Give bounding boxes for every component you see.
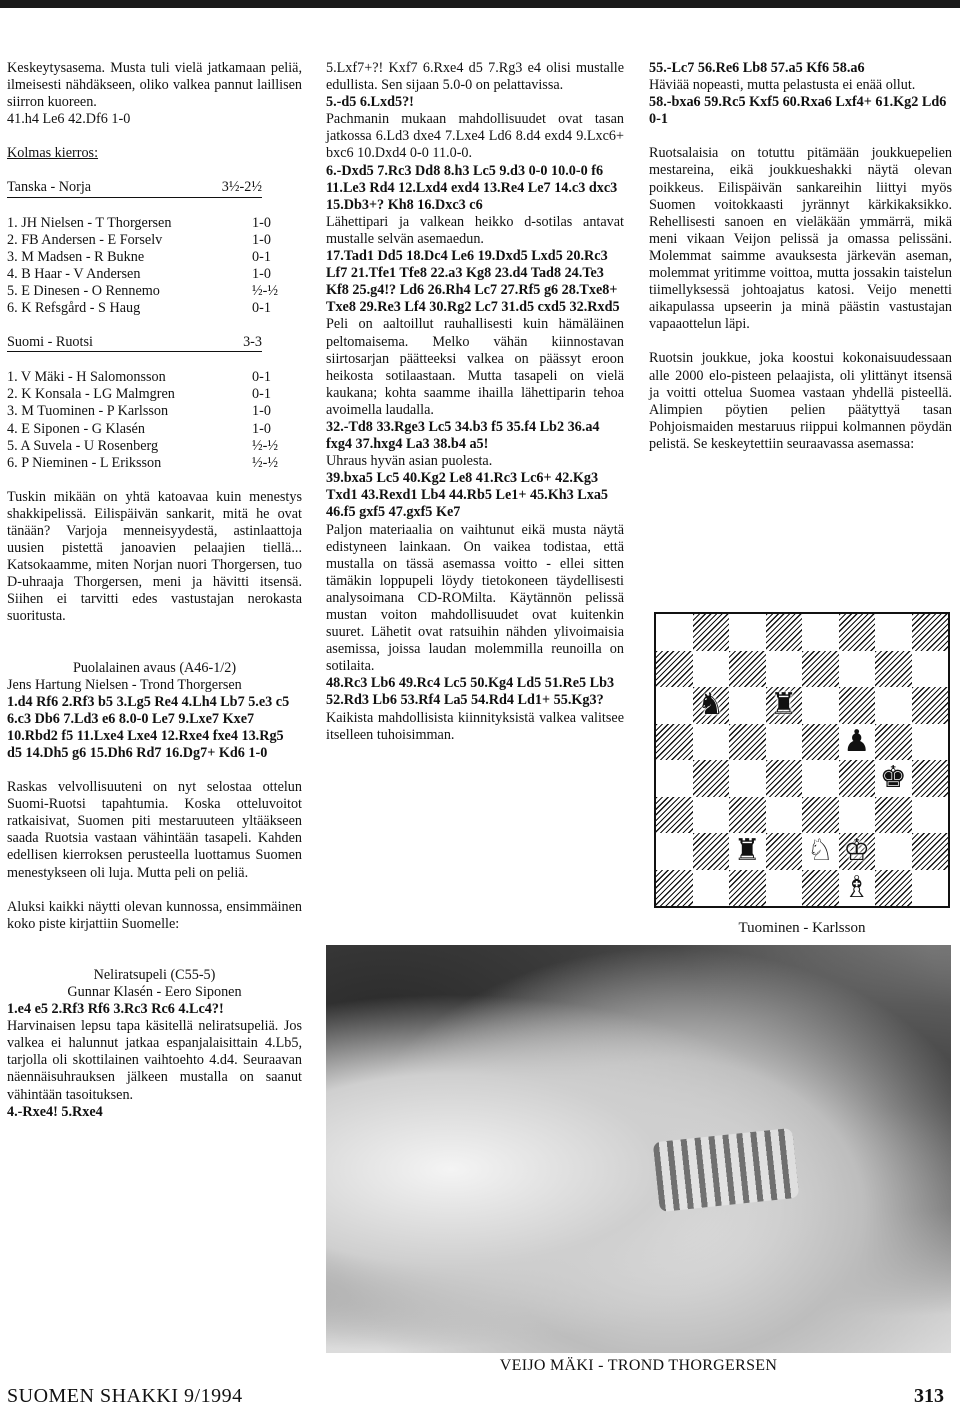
match-teams: Tanska - Norja: [7, 179, 92, 196]
board-square: [802, 687, 839, 724]
photo-chessboard: [653, 1128, 800, 1212]
game-pairing: 5. A Suvela - U Rosenberg: [7, 437, 159, 454]
board-square: [656, 760, 693, 797]
board-square: [766, 651, 803, 688]
game-row: [7, 300, 302, 317]
board-square: [693, 797, 730, 834]
chess-piece-icon: ♞: [697, 688, 725, 722]
board-square: [693, 760, 730, 797]
photo: [326, 945, 951, 1353]
board-square: [766, 797, 803, 834]
board-square: [875, 687, 912, 724]
game-moves: 1.d4 Rf6 2.Rf3 b5 3.Lg5 Re4 4.Lh4 Lb7 5.e3 c5 6.c3 Db6 7.Ld3 e6 8.0-0 Le7 9.Lxe7 Kxe7 10.Rbd2 f5 11.Lxe4 Lxe4 12.Rxe4 fxe4 13.Rg5 d5 14.Dh5 g6 15.Dh6 Rd7 16.Dg7+ Kd6 1-0: [7, 693, 290, 761]
board-square: [729, 724, 766, 761]
photo-caption: VEIJO MÄKI - TROND THORGERSEN: [499, 1357, 778, 1374]
board-square: [912, 870, 949, 907]
board-square: [802, 870, 839, 907]
board-square: [766, 687, 803, 724]
board-square: [839, 614, 876, 651]
round-title: Kolmas kierros:: [7, 145, 99, 162]
board-square: [766, 870, 803, 907]
board-square: [875, 797, 912, 834]
board-square: [693, 651, 730, 688]
board-square: [656, 687, 693, 724]
game-result: 1-0: [252, 265, 271, 282]
moves: 6.-Dxd5 7.Rc3 Dd8 8.h3 Lc5 9.d3 0-0 10.0-0 f6 11.Le3 Rd4 12.Lxd4 exd4 13.Re4 Le7 14.c3 dxc3 15.Db3+? Kh8 16.Dxc3 c6: [326, 162, 618, 213]
board-square: [802, 833, 839, 870]
moves: 39.bxa5 Lc5 40.Kg2 Le8 41.Rc3 Lc6+ 42.Kg3 Txd1 43.Rexd1 Lb4 44.Rb5 Le1+ 45.Kh3 Lxa5 46.f5 gxf5 47.gxf5 Ke7: [326, 470, 609, 521]
board-square: [766, 833, 803, 870]
board-square: [693, 833, 730, 870]
game-moves: 4.-Rxe4! 5.Rxe4: [7, 1103, 103, 1120]
intro-moves: 41.h4 Le6 42.Df6 1-0: [7, 111, 131, 128]
comment: Kaikista mahdollisista kiinnityksistä valkea valitsee itselleen tuhoisimman.: [326, 709, 624, 743]
match-games-2: [7, 369, 302, 472]
game-row: [7, 455, 302, 472]
moves: 17.Tad1 Dd5 18.Dc4 Le6 19.Dxd5 Lxd5 20.Rc3 Lf7 21.Tfe1 Tfe8 22.a3 Kg8 23.d4 Tad8 24.Te3 Kf8 25.g4!? Ld6 26.Rh4 Lc7 27.Rf5 g6 28.Txe8+ Txe8 29.Re3 Lf4 30.Rg2 Lc7 31.d5 cxd5 32.Rxd5: [326, 248, 620, 316]
board-square: [839, 651, 876, 688]
paragraph: Raskas velvollisuuteni on nyt selostaa ottelun Suomi-Ruotsi tapahtumia. Koska otteluvoitot ratkaisivat, Suomen piti mestaruuteen yltääkseen saada Ruotsia vastaan vähintään tasapeli. Kahden edellisen kierroksen perusteella luottamus Suomen menestykseen oli luja. Mutta peli on peliä.: [7, 779, 302, 881]
page-number: 313: [914, 1385, 944, 1407]
chess-diagram: [654, 612, 950, 908]
game-row: [7, 386, 302, 403]
game-moves: 1.e4 e5 2.Rf3 Rf6 3.Rc3 Rc6 4.Lc4?!: [7, 1001, 224, 1018]
board-square: [729, 870, 766, 907]
board-square: [693, 614, 730, 651]
game-row: [7, 438, 302, 455]
game-result: ½-½: [252, 282, 279, 299]
chess-piece-icon: ♚: [879, 761, 907, 795]
board-square: [656, 614, 693, 651]
board-square: [875, 724, 912, 761]
match-games-1: [7, 215, 302, 318]
comment: Pachmanin mukaan mahdollisuudet ovat tasan jatkossa 6.Ld3 dxe4 7.Lxe4 Ld6 8.d4 exd4 9.Lxc6+ bxc6 10.Dxd4 0-0 11.0-0.: [326, 111, 624, 162]
board-square: [802, 614, 839, 651]
board-square: [912, 687, 949, 724]
moves: 58.-bxa6 59.Rc5 Kxf5 60.Rxa6 Lxf4+ 61.Kg2 Ld6 0-1: [649, 94, 947, 128]
moves: 48.Rc3 Lb6 49.Rc4 Lc5 50.Kg4 Ld5 51.Re5 Lb3 52.Rd3 Lb6 53.Rf4 La5 54.Rd4 Ld1+ 55.Kg3?: [326, 675, 615, 709]
game-pairing: 4. B Haar - V Andersen: [7, 265, 141, 282]
paragraph: Ruotsalaisia on totuttu pitämään joukkuepelien mestareina, eikä joukkueshakki näytä olevan poikkeus. Eilispäivän sankareihin liittyi myös Suomen voitokkaasti jyrännyt kärkikaksikko. Rehellisesti sanoen en vieläkään ymmärrä, mikä meni vikaan Veijon pelissä ja omassa pelissäni. Molemmat saimme avauksesta järkevän aseman, molemmat yritimme voittoa, mutta jossakin taistelun tiimellyksessä johtoajatus katosi. Veijo menetti aikapulassa upseerin ja minä päästin vastustajan vapaaottelun läpi.: [649, 145, 952, 333]
board-square: [693, 687, 730, 724]
comment: Häviää nopeasti, mutta pelastusta ei enää ollut.: [649, 77, 916, 94]
game-pairing: 2. K Konsala - LG Malmgren: [7, 386, 175, 403]
board-square: [729, 797, 766, 834]
board-square: [875, 870, 912, 907]
board-square: [912, 724, 949, 761]
board-square: [766, 760, 803, 797]
game-pairing: 2. FB Andersen - E Forselv: [7, 231, 163, 248]
chess-piece-icon: ♔: [843, 834, 871, 868]
game-pairing: 6. K Refsgård - S Haug: [7, 300, 141, 317]
game-row: [7, 421, 302, 438]
game-pairing: 1. V Mäki - H Salomonsson: [7, 369, 166, 386]
game-opening: Neliratsupeli (C55-5): [93, 966, 216, 983]
intro-text: Keskeytysasema. Musta tuli vielä jatkamaan peliä, ilmeisesti nähdäkseen, oliko valkea pannut laillisen siirron kuoreen.: [7, 60, 302, 111]
comment: Lähettipari ja valkean heikko d-sotilas antavat mustalle selvän asemaedun.: [326, 213, 624, 247]
paragraph: Ruotsin joukkue, joka koostui kokonaisuudessaan alle 2000 elo-pisteen pelaajista, oli ylittänyt itsensä ja voitti ottelua Suomea vastaan yhdellä pisteellä. Alimpien pöytien pelien päätyttyä tasan Pohjoismaiden mestaruus riippui kolmannen pöydän pelistä. Se keskeytettiin seuraavassa asemassa:: [649, 350, 952, 452]
board-square: [839, 797, 876, 834]
board-square: [802, 724, 839, 761]
game-result: 0-1: [252, 248, 271, 265]
game-pairing: 3. M Tuominen - P Karlsson: [7, 403, 169, 420]
paragraph: Harvinaisen lepsu tapa käsitellä neliratsupeliä. Jos valkea ei halunnut jatkaa espanjalaisittain 4.Lb5, tarjolla oli skottilainen vaihtoehto 4.d4. Seuraavan näennäisuhrauksen jälkeen mustalla on saanut vähintään tasoituksen.: [7, 1018, 302, 1103]
board-square: [839, 687, 876, 724]
board-square: [766, 724, 803, 761]
board-square: [729, 687, 766, 724]
moves: 32.-Td8 33.Rge3 Lc5 34.b3 f5 35.f4 Lb2 36.a4 fxg4 37.hxg4 La3 38.b4 a5!: [326, 418, 600, 453]
chess-piece-icon: ♗: [843, 870, 871, 904]
game-pairing: 3. M Madsen - R Bukne: [7, 248, 145, 265]
board-square: [802, 760, 839, 797]
board-square: [875, 614, 912, 651]
board-square: [875, 833, 912, 870]
comment: Paljon materiaalia on vaihtunut eikä musta näytä edistyneen lainkaan. On vaikea todistaa, että mustalla on tässä asemassa voitto - ellei sitten tämäkin loppupeli löydy tietokoneen täydellisesti analysoimana CD-ROMilta. Käytännön pelissä mustan voiton mahdollisuudet ovat kuitenkin suuret. Lähetit ovat ratsuihin nähden ylivoimaisia asemissa, joissa laudan molemmilla reunoilla on sotilaita.: [326, 521, 624, 675]
board-square: [693, 870, 730, 907]
board-square: [912, 614, 949, 651]
board-square: [656, 870, 693, 907]
magazine-name: SUOMEN SHAKKI 9/1994: [7, 1385, 243, 1407]
moves: 5.-d5 6.Lxd5?!: [326, 94, 414, 111]
game-result: 1-0: [252, 231, 271, 248]
board-square: [656, 833, 693, 870]
board-square: [802, 651, 839, 688]
board-square: [875, 651, 912, 688]
board-square: [729, 760, 766, 797]
board-square: [912, 760, 949, 797]
paragraph: Aluksi kaikki näytti olevan kunnossa, ensimmäinen koko piste kirjattiin Suomelle:: [7, 898, 302, 932]
game-players: Jens Hartung Nielsen - Trond Thorgersen: [7, 676, 242, 693]
board-square: [839, 760, 876, 797]
game-result: 1-0: [252, 214, 271, 231]
game-row: [7, 266, 302, 283]
match-teams: Suomi - Ruotsi: [7, 334, 93, 351]
chess-piece-icon: ♘: [806, 834, 834, 868]
comment: olisi mustalle edullista. Sen sijaan 5.0-0 on pelattavissa.: [326, 60, 625, 94]
board-square: [839, 833, 876, 870]
game-players: Gunnar Klasén - Eero Siponen: [67, 983, 242, 1000]
game-pairing: 1. JH Nielsen - T Thorgersen: [7, 214, 172, 231]
game-result: 0-1: [252, 300, 271, 317]
game-row: [7, 283, 302, 300]
board-square: [729, 614, 766, 651]
match-score: 3-3: [243, 334, 262, 351]
column-3: [649, 60, 952, 453]
game-result: 0-1: [252, 369, 271, 386]
game-pairing: 5. E Dinesen - O Rennemo: [7, 282, 160, 299]
board-square: [656, 797, 693, 834]
board-square: [875, 760, 912, 797]
board-square: [729, 651, 766, 688]
board-square: [656, 651, 693, 688]
game-row: [7, 369, 302, 386]
board-square: [656, 724, 693, 761]
board-square: [729, 833, 766, 870]
board-square: [912, 833, 949, 870]
match-score: 3½-2½: [221, 179, 262, 196]
column-1: [7, 60, 302, 1121]
moves: 5.Lxf7+?! Kxf7 6.Rxe4 d5 7.Rg3 e4: [326, 60, 542, 76]
match-header-1: [7, 179, 262, 197]
board-square: [802, 797, 839, 834]
board-square: [766, 614, 803, 651]
chess-piece-icon: ♜: [733, 834, 761, 868]
moves: 55.-Lc7 56.Re6 Lb8 57.a5 Kf6 58.a6: [649, 60, 865, 76]
chess-piece-icon: ♟: [843, 724, 871, 758]
game-result: 1-0: [252, 403, 271, 420]
game-row: [7, 249, 302, 266]
comment: Peli on aaltoillut rauhallisesti kuin hämäläinen peltomaisema. Melko vähän kiinnostavan siirtosarjan päätteeksi valkea on päässyt eroon heikosta sotilaastaan. Mutta tasapeli on vielä kaukana; kohta saamme ihailla lähettiparin tehoa avoimella laudalla.: [326, 316, 624, 418]
column-2: [326, 60, 624, 744]
board-square: [912, 797, 949, 834]
board-square: [839, 870, 876, 907]
paragraph: Tuskin mikään on yhtä katoavaa kuin menestys shakkipelissä. Eilispäivän sankarit, mitä he ovat tänään? Varjoja menneisyydestä, astinlaattoja uusien pistettä janoavien pelaajien tiellä... Katsokaamme, miten Norjan nuori Thorgersen, tuo D-uhraaja Thorgersen, meni ja hävitti itsensä. Siihen ei tarvitti edes vastustajan nerokasta suoritusta.: [7, 488, 302, 625]
game-row: [7, 232, 302, 249]
chess-piece-icon: ♜: [770, 688, 798, 722]
board-square: [839, 724, 876, 761]
game-result: ½-½: [252, 437, 279, 454]
diagram-caption: Tuominen - Karlsson: [738, 920, 866, 936]
game-pairing: 4. E Siponen - G Klasén: [7, 420, 145, 437]
match-header-2: [7, 334, 262, 352]
top-rule: [0, 0, 960, 8]
board-square: [912, 651, 949, 688]
game-row: [7, 215, 302, 232]
game-row: [7, 403, 302, 420]
game-result: 1-0: [252, 420, 271, 437]
game-pairing: 6. P Nieminen - L Eriksson: [7, 454, 162, 471]
board-square: [693, 724, 730, 761]
comment: Uhraus hyvän asian puolesta.: [326, 453, 493, 470]
game-result: ½-½: [252, 454, 279, 471]
game-result: 0-1: [252, 386, 271, 403]
game-opening: Puolalainen avaus (A46-1/2): [72, 659, 237, 676]
